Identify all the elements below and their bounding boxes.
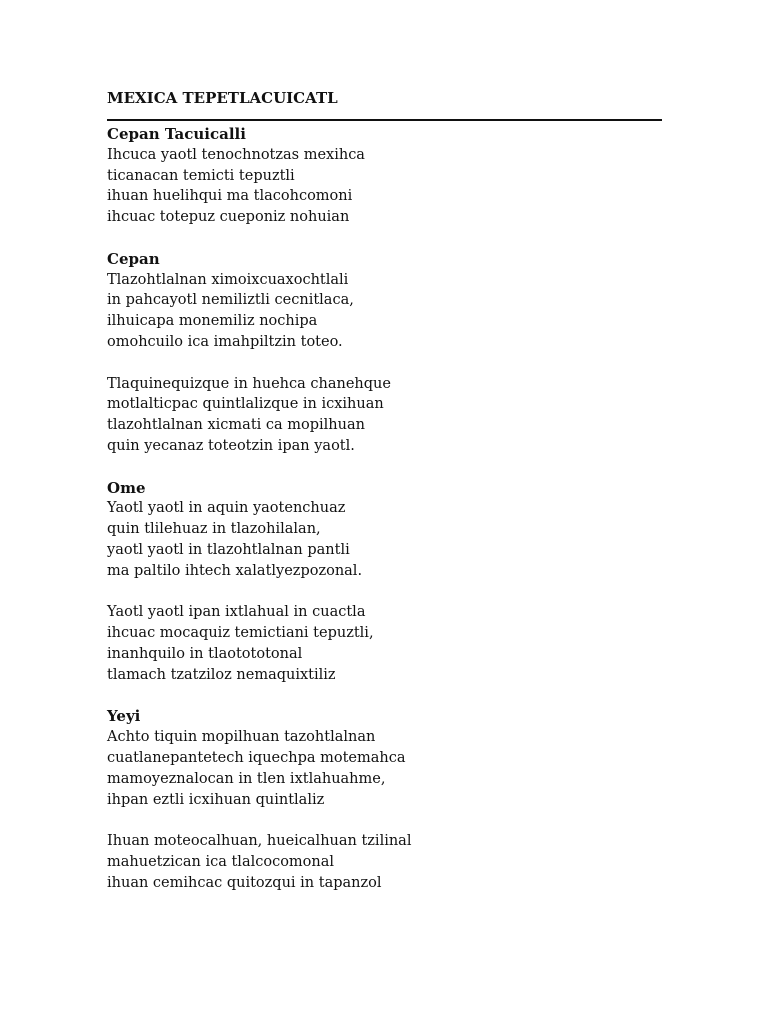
verse-line: cuatlanepantetech iquechpa motemahca: [107, 749, 406, 766]
verse-line: Achto tiquin mopilhuan tazohtlalnan: [107, 729, 376, 746]
stanza: [107, 249, 663, 353]
verse-line: tlamach tzatziloz nemaquixtiliz: [107, 666, 336, 683]
verse-line: omohcuilo ica imahpiltzin toteo.: [107, 333, 343, 350]
section-heading: Cepan: [107, 249, 160, 268]
verse-line: Yaotl yaotl ipan ixtlahual in cuactla: [107, 604, 366, 621]
section-heading: Cepan Tacuicalli: [107, 125, 246, 143]
verse-line: inanhquilo in tlaotototonal: [107, 645, 303, 662]
poem-body: [107, 124, 663, 893]
verse-line: Tlaquinequizque in huehca chanehque: [107, 375, 391, 392]
verse-line: ihcuac mocaquiz temictiani tepuztli,: [107, 625, 374, 642]
section-heading: Ome: [107, 478, 146, 497]
verse-line: motlalticpac quintlalizque in icxihuan: [107, 396, 384, 413]
verse-line: ihuan huelihqui ma tlacohcomoni: [107, 188, 353, 205]
stanza: [107, 831, 663, 893]
verse-line: Ihcuca yaotl tenochnotzas mexihca: [107, 146, 365, 163]
verse-line: quin yecanaz toteotzin ipan yaotl.: [107, 437, 355, 454]
verse-line: tlazohtlalnan xicmati ca mopilhuan: [107, 417, 365, 434]
verse-line: ticanacan temicti tepuztli: [107, 167, 295, 184]
stanza: [107, 124, 663, 228]
verse-line: ihcuac totepuz cueponiz nohuian: [107, 209, 350, 226]
verse-line: ma paltilo ihtech xalatlyezpozonal.: [107, 562, 363, 579]
verse-line: in pahcayotl nemiliztli cecnitlaca,: [107, 292, 354, 309]
title-divider: [107, 119, 662, 121]
verse-line: ihpan eztli icxihuan quintlaliz: [107, 791, 325, 808]
verse-line: Ihuan moteocalhuan, hueicalhuan tzilinal: [107, 833, 412, 850]
verse-line: ilhuicapa monemiliz nochipa: [107, 313, 318, 330]
stanza: [107, 478, 663, 582]
document-page: [107, 88, 663, 893]
verse-line: ihuan cemihcac quitozqui in tapanzol: [107, 874, 382, 891]
verse-line: yaotl yaotl in tlazohtlalnan pantli: [107, 541, 350, 558]
verse-line: Tlazohtlalnan ximoixcuaxochtlali: [107, 271, 349, 288]
document-title: MEXICA TEPETLACUICATL: [107, 89, 338, 107]
section-heading: Yeyi: [107, 707, 141, 726]
verse-line: quin tlilehuaz in tlazohilalan,: [107, 521, 321, 538]
stanza: [107, 374, 663, 457]
verse-line: mamoyeznalocan in tlen ixtlahuahme,: [107, 770, 386, 787]
verse-line: mahuetzican ica tlalcocomonal: [107, 853, 335, 870]
verse-line: Yaotl yaotl in aquin yaotenchuaz: [107, 500, 346, 517]
stanza: [107, 706, 663, 810]
stanza: [107, 602, 663, 685]
